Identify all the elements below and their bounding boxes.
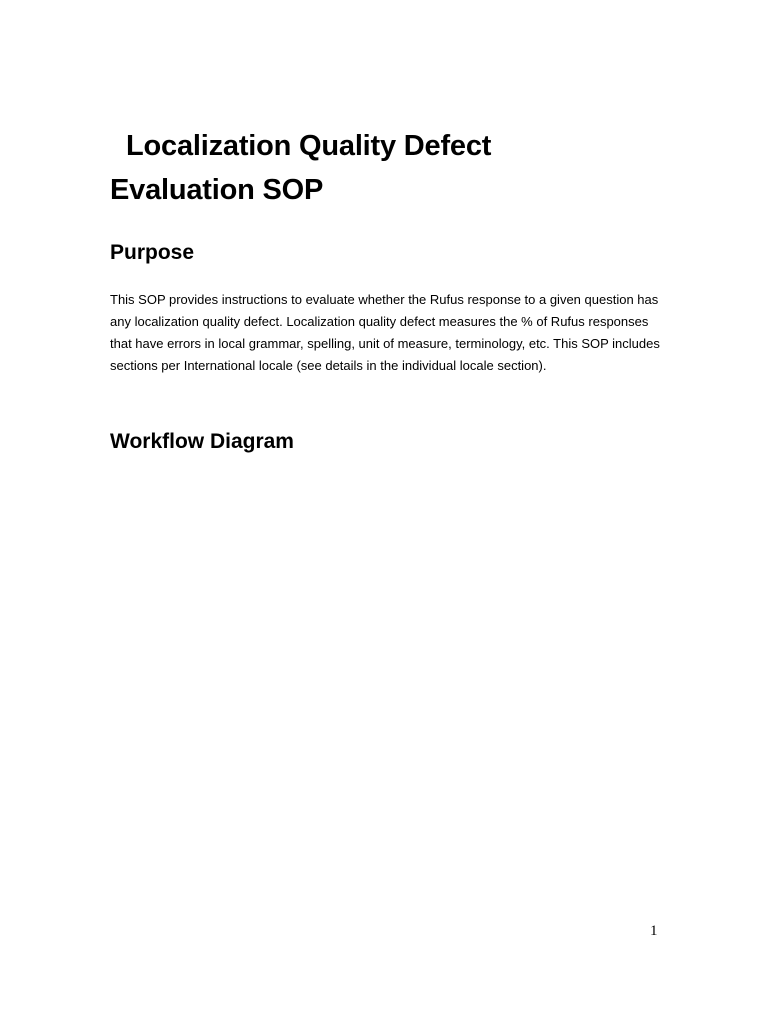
page-number: 1 [650,923,658,939]
document-title-line-1: Localization Quality Defect [126,130,492,162]
purpose-paragraph: This SOP provides instructions to evaluate whether the Rufus response to a given question has any localization quality defect. Localization quality defect measures the % of Rufus responses that have errors in local grammar, spelling, unit of measure, terminology, etc. This SOP includes sections per International locale (see details in the individual locale section). [110,292,660,373]
workflow-diagram-heading: Workflow Diagram [110,430,294,453]
document-title-line-2: Evaluation SOP [110,174,324,206]
document-title [110,124,670,212]
purpose-heading: Purpose [110,241,195,264]
